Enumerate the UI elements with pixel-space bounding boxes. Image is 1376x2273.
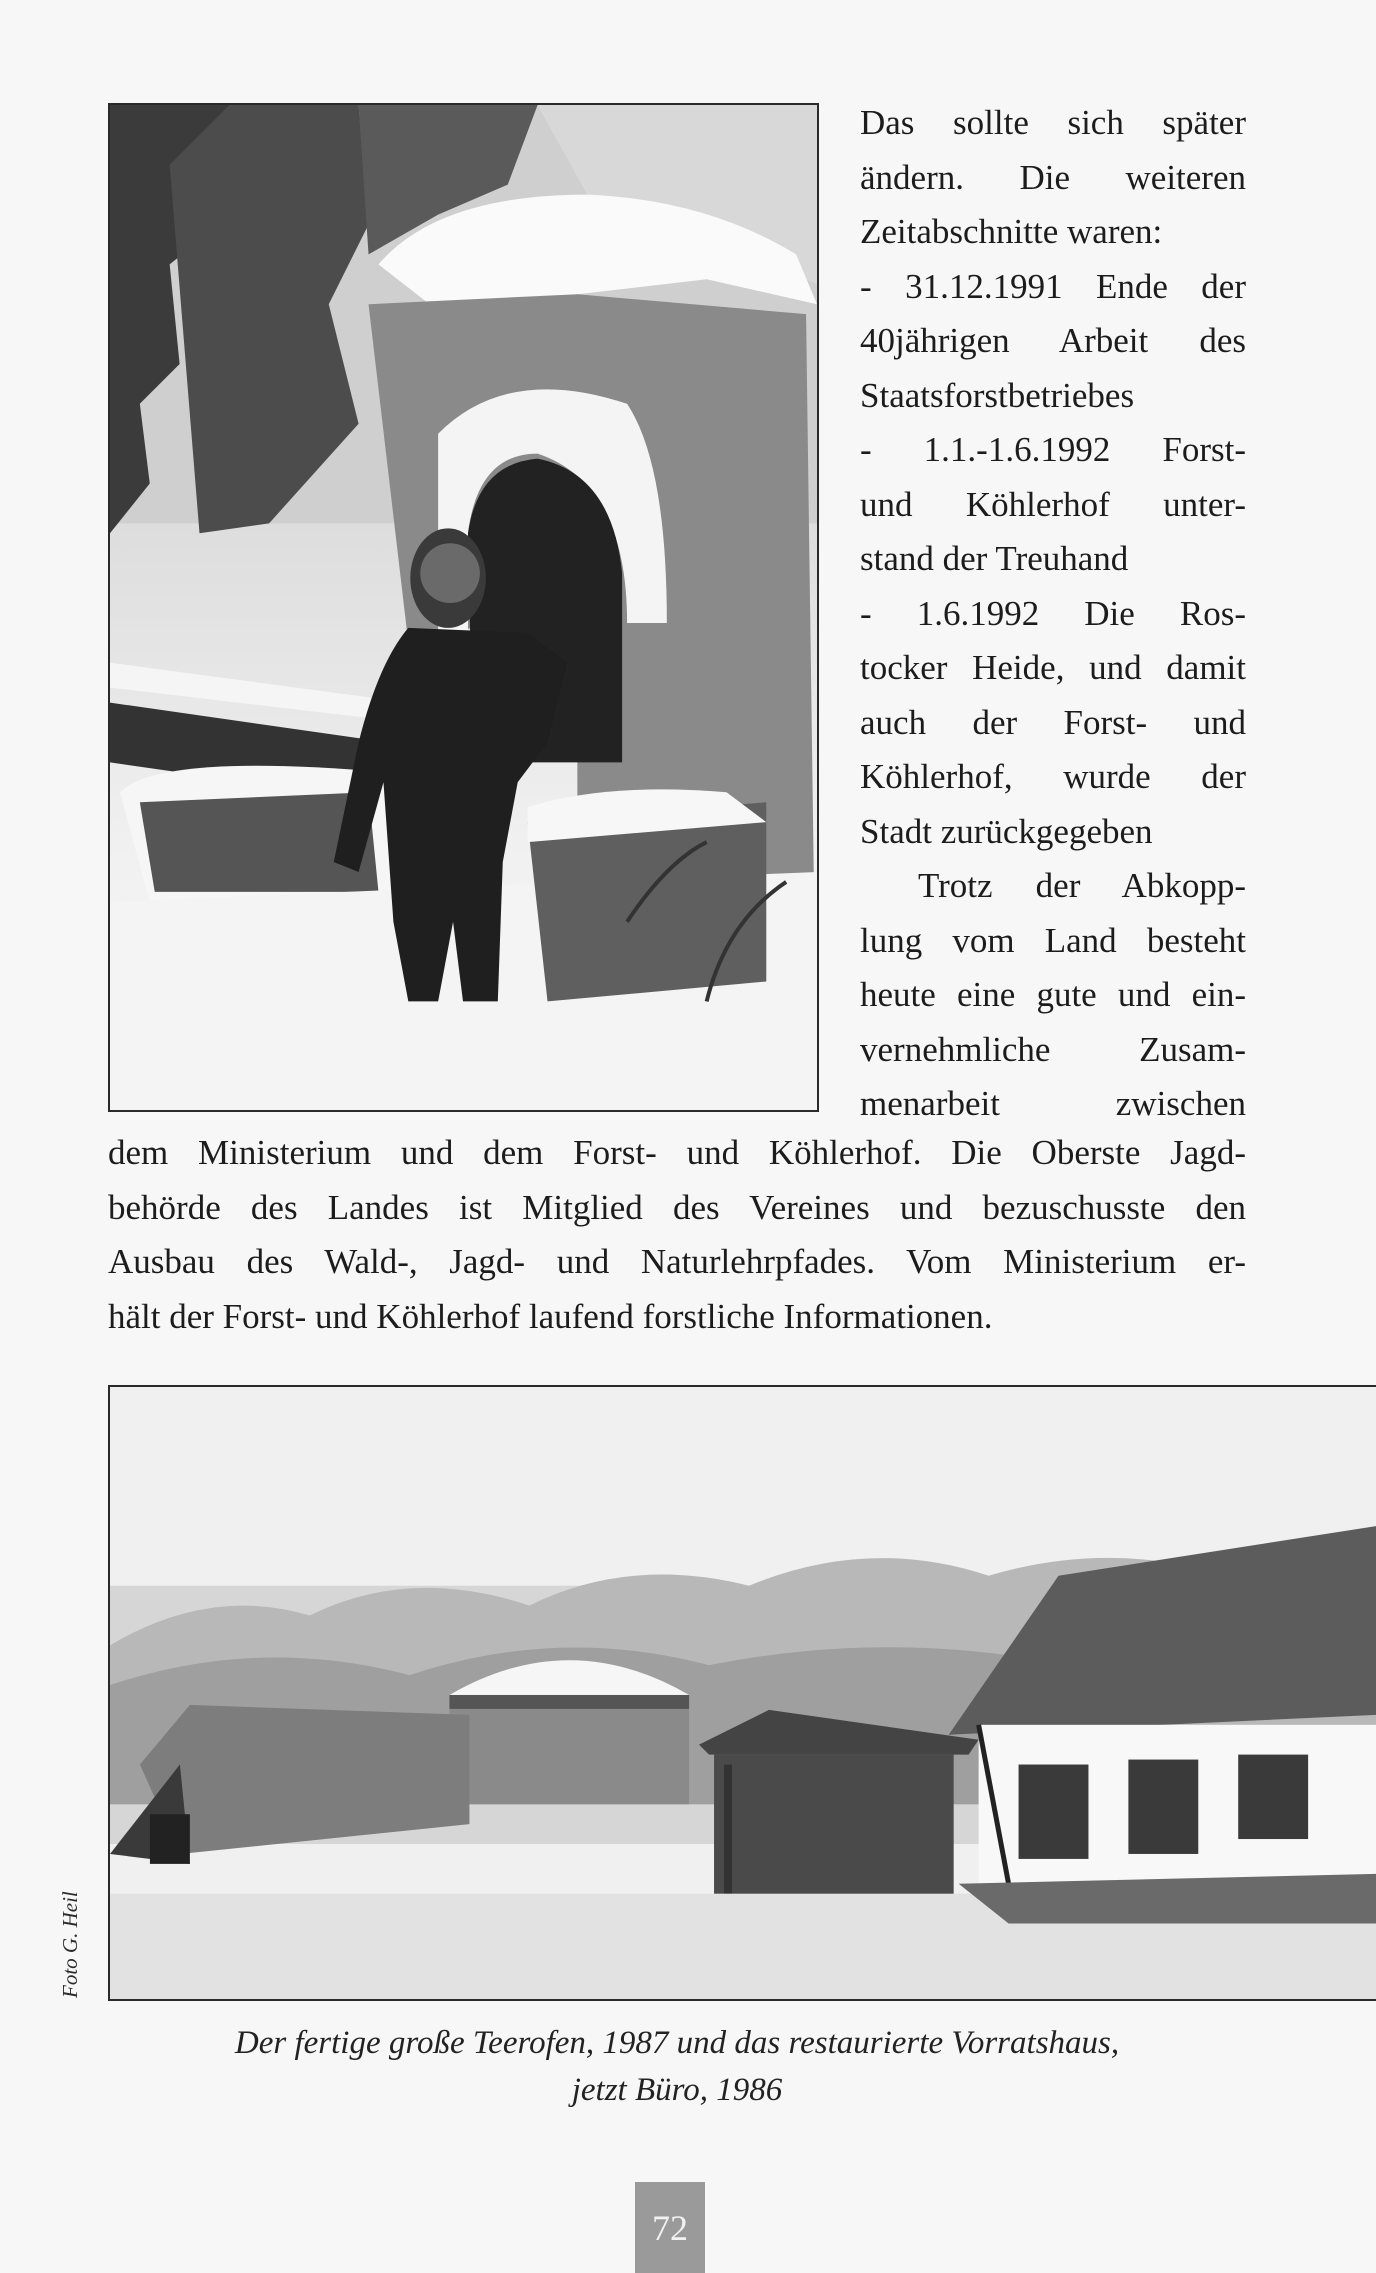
text-line: dem Ministerium und dem Forst- und Köhlerhof. Die Oberste Jagd- — [108, 1133, 1246, 1172]
caption-line: Der fertige große Teerofen, 1987 und das restaurierte Vorratshaus, — [234, 2025, 1120, 2061]
text-line: und Köhlerhof unter- — [860, 484, 1246, 524]
text-line: vernehmliche Zusam- — [860, 1029, 1246, 1069]
text-line: Trotz der Abkopp- — [918, 866, 1246, 905]
full-width-text — [108, 1126, 1246, 1344]
text-line: - 31.12.1991 Ende der — [860, 266, 1246, 306]
text-line: ändern. Die weiteren — [860, 157, 1246, 197]
photo-tar-kiln-and-storehouse — [108, 1385, 1376, 2001]
text-line: auch der Forst- und — [860, 702, 1246, 742]
text-line: Das sollte sich später — [860, 103, 1246, 142]
text-line: tocker Heide, und damit — [860, 648, 1246, 687]
caption-line: jetzt Büro, 1986 — [571, 2072, 783, 2108]
text-line: Zeitabschnitte waren: — [860, 212, 1163, 251]
text-line: menarbeit zwischen — [860, 1084, 1246, 1123]
text-line: Staatsforstbetriebes — [860, 375, 1135, 415]
text-line: lung vom Land besteht — [860, 920, 1246, 960]
text-line: stand der Treuhand — [860, 539, 1129, 578]
text-line: - 1.6.1992 Die Ros- — [860, 593, 1246, 633]
text-line: Köhlerhof, wurde der — [860, 757, 1246, 796]
text-line: Ausbau des Wald-, Jagd- und Naturlehrpfades. Vom Ministerium er- — [108, 1242, 1246, 1281]
right-column-text — [860, 96, 1246, 1132]
text-line: behörde des Landes ist Mitglied des Vereines und bezuschusste den — [108, 1187, 1246, 1227]
photo-man-at-kiln-in-snow — [108, 103, 819, 1112]
text-line: hält der Forst- und Köhlerhof laufend forstliche Informationen. — [108, 1296, 993, 1336]
photo-credit: Foto G. Heil — [58, 1891, 82, 1998]
text-line: - 1.1.-1.6.1992 Forst- — [860, 430, 1246, 469]
page-number: 72 — [635, 2182, 705, 2273]
text-line: 40jährigen Arbeit des — [860, 321, 1246, 360]
photo-caption — [108, 2020, 1246, 2114]
text-line: Stadt zurückgegeben — [860, 811, 1153, 851]
text-line: heute eine gute und ein- — [860, 975, 1246, 1014]
